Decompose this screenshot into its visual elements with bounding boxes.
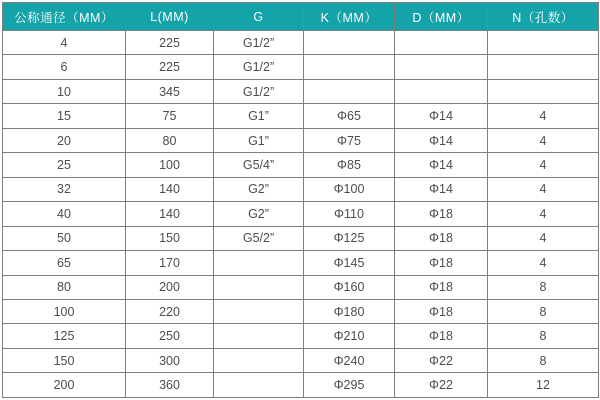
table-cell: Φ210 — [304, 324, 395, 348]
table-cell: Φ18 — [395, 226, 488, 250]
table-cell: Φ75 — [304, 128, 395, 152]
table-cell: 250 — [126, 324, 214, 348]
table-cell: Φ125 — [304, 226, 395, 250]
table-cell: 150 — [3, 348, 126, 372]
table-cell: Φ110 — [304, 202, 395, 226]
table-row — [3, 299, 599, 323]
table-cell — [214, 299, 304, 323]
table-cell: Φ18 — [395, 251, 488, 275]
table-cell: 360 — [126, 373, 214, 398]
dimension-spec-table-container — [2, 2, 598, 398]
table-cell — [488, 55, 599, 79]
table-cell: 125 — [3, 324, 126, 348]
table-cell: 170 — [126, 251, 214, 275]
column-header-nominal-diameter: 公称通径（MM） — [3, 3, 126, 31]
table-cell: 4 — [488, 128, 599, 152]
table-cell: Φ100 — [304, 177, 395, 201]
table-row — [3, 251, 599, 275]
table-cell: Φ180 — [304, 299, 395, 323]
table-cell: 4 — [488, 202, 599, 226]
column-header-n-holes: N（孔数） — [488, 3, 599, 31]
table-cell: 8 — [488, 275, 599, 299]
table-cell: Φ14 — [395, 104, 488, 128]
table-cell: 225 — [126, 31, 214, 55]
table-cell: G2” — [214, 202, 304, 226]
table-cell: Φ18 — [395, 202, 488, 226]
table-row — [3, 79, 599, 103]
table-row — [3, 275, 599, 299]
table-cell: Φ240 — [304, 348, 395, 372]
table-cell: 25 — [3, 153, 126, 177]
table-cell — [395, 31, 488, 55]
table-cell — [214, 373, 304, 398]
table-cell: Φ145 — [304, 251, 395, 275]
table-cell: G1/2” — [214, 31, 304, 55]
column-header-k: K（MM） — [304, 3, 395, 31]
table-cell: Φ14 — [395, 153, 488, 177]
table-cell: 300 — [126, 348, 214, 372]
table-cell: 75 — [126, 104, 214, 128]
table-cell: G1/2” — [214, 55, 304, 79]
table-cell: 8 — [488, 299, 599, 323]
table-row — [3, 153, 599, 177]
column-header-g: G — [214, 3, 304, 31]
table-cell — [395, 55, 488, 79]
table-cell: 345 — [126, 79, 214, 103]
table-cell: Φ160 — [304, 275, 395, 299]
table-cell: 80 — [126, 128, 214, 152]
table-cell: Φ65 — [304, 104, 395, 128]
table-cell: 10 — [3, 79, 126, 103]
table-cell: Φ14 — [395, 177, 488, 201]
table-cell — [395, 79, 488, 103]
table-cell: 220 — [126, 299, 214, 323]
table-cell: 50 — [3, 226, 126, 250]
table-cell: 15 — [3, 104, 126, 128]
table-cell: 4 — [488, 153, 599, 177]
table-cell — [304, 55, 395, 79]
table-row — [3, 226, 599, 250]
table-cell: 12 — [488, 373, 599, 398]
table-cell: 8 — [488, 348, 599, 372]
table-cell: Φ22 — [395, 348, 488, 372]
table-cell: 6 — [3, 55, 126, 79]
table-cell: 32 — [3, 177, 126, 201]
table-cell — [488, 79, 599, 103]
table-row — [3, 373, 599, 398]
table-cell — [214, 251, 304, 275]
table-cell — [304, 79, 395, 103]
table-cell: 4 — [488, 226, 599, 250]
table-cell: 140 — [126, 177, 214, 201]
table-cell: 140 — [126, 202, 214, 226]
table-row — [3, 177, 599, 201]
table-cell: Φ14 — [395, 128, 488, 152]
table-row — [3, 55, 599, 79]
table-cell: G1” — [214, 128, 304, 152]
table-cell — [214, 324, 304, 348]
table-cell: Φ18 — [395, 275, 488, 299]
table-cell — [488, 31, 599, 55]
table-cell: Φ85 — [304, 153, 395, 177]
table-cell: 40 — [3, 202, 126, 226]
table-row — [3, 202, 599, 226]
table-row — [3, 324, 599, 348]
table-cell: 225 — [126, 55, 214, 79]
table-cell: G5/4” — [214, 153, 304, 177]
table-cell: 4 — [3, 31, 126, 55]
table-cell: 200 — [3, 373, 126, 398]
table-cell: 200 — [126, 275, 214, 299]
dimension-spec-table — [2, 2, 599, 398]
table-cell: 150 — [126, 226, 214, 250]
table-cell: 4 — [488, 177, 599, 201]
table-cell: Φ295 — [304, 373, 395, 398]
table-cell: 20 — [3, 128, 126, 152]
table-cell: Φ18 — [395, 299, 488, 323]
table-row — [3, 31, 599, 55]
table-cell: 80 — [3, 275, 126, 299]
table-row — [3, 348, 599, 372]
column-header-d: D（MM） — [395, 3, 488, 31]
table-cell: 100 — [126, 153, 214, 177]
table-cell: G1” — [214, 104, 304, 128]
table-cell — [214, 348, 304, 372]
table-cell: Φ22 — [395, 373, 488, 398]
table-cell: G2” — [214, 177, 304, 201]
table-cell: 8 — [488, 324, 599, 348]
table-cell: 100 — [3, 299, 126, 323]
table-cell — [304, 31, 395, 55]
table-cell: 65 — [3, 251, 126, 275]
header-row — [3, 3, 599, 31]
table-row — [3, 104, 599, 128]
table-cell: G5/2” — [214, 226, 304, 250]
table-cell: Φ18 — [395, 324, 488, 348]
table-cell — [214, 275, 304, 299]
table-cell: 4 — [488, 251, 599, 275]
table-cell: G1/2” — [214, 79, 304, 103]
table-row — [3, 128, 599, 152]
table-cell: 4 — [488, 104, 599, 128]
column-header-l: L(MM) — [126, 3, 214, 31]
